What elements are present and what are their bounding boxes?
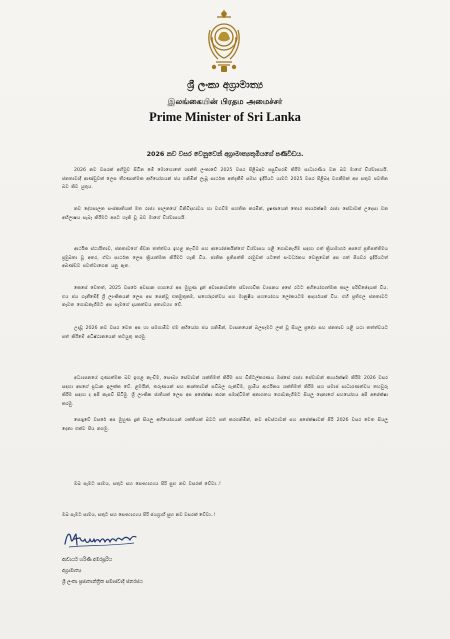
letter-paragraph: 2026 නව වසරක් අභිමුව සිටින මේ මොහොතේ ශාන්ති ලංකාවේ 2025 වසර පිළිබඳව පසුවිපරම් කිරීම සාධාරණීය වන බව මාගේ විශ්වාසයයි. ජනතාවාදී ආණ්ඩුවක් ලෙස තීරණාත්මක අභියෝගයන් ජය ගනිමින් ලැබූ සාර්ථක අත්දැකීම් සමඟ ඉදිරියට යාමට 2025 වසර පිළිබඳ වගකීමක් අප සතුව පවතින බව කිව යුතුය. [62, 168, 388, 191]
header-title-english: Prime Minister of Sri Lanka [149, 110, 301, 124]
letter-paragraph: කෙසේ වෙතත්, 2025 වසරේ අවසාන භාගයේ අප මුහුණ දුන් අවාසනාවන්ත ස්වාභාවික ව්‍යසනය අපේ රටට අභියෝගාත්මක කාල පරිච්ඡේදයක් විය. එය ජය ගැනීමේදී ශ්‍රී ලාංකිකයන් ලෙස අප පෙන්වූ එකමුතුකම, සහෝදරත්වය සහ මානුෂීය සහයෝගය ලෝකයටම ආදර්ශයක් විය. එහි ප්‍රතිඵල ජනතාවට නැවත ගොඩනැගීමට අප සැමගේ දායකත්වය අත්‍යවශ්‍ය වේ. [62, 286, 388, 309]
letter-closing: ඔබ සැමට සාමය, සතුට සහ සෞභාග්‍යය පිරි ජයග්‍රාහී සුභ නව වසරක් වේවා..! [62, 513, 216, 518]
letter-paragraph: පොදුවේ වසරේ අප මුහුණ දුන් සියලු අභියෝගයන් ශක්තියක් බවට පත් කරගනිමින්, නව අවස්ථාවන් සහ අපේක්ෂාවන් පිරි 2026 වසර වෙත සියලු දෙනා එක්ව පිය නගමු. [62, 418, 388, 432]
letter-subject: 2026 නව වසර වෙනුවෙන් අග්‍රාමාත්‍යතුමියගේ පණිවිඩය. [146, 150, 304, 158]
letter-paragraph: ආර්ථික ස්ථායිතාව, ජනතාවගේ ජීවන තත්ත්වය ඉහළ නැංවීම සහ ආයෝජකයින්ගේ විශ්වාසය යළි ගොඩනැගීම සඳහා ගත් ක්‍රියාමාර්ග අපගේ ප්‍රතිපත්තිමය ප්‍රමුඛතා වූ අතර, ඒවා සාර්ථක ලෙස ක්‍රියාත්මක කිරීමට හැකි විය. ජාතික ප්‍රතිපත්ති රාමුවක් යටතේ සංවර්ධනය වෙනුවෙන් අප ගත් පියවර ඉදිරියටත් අඛණ්ඩව පවත්වාගෙන යනු ඇත. [62, 247, 388, 270]
sri-lanka-emblem-icon [204, 8, 244, 74]
signatory-name: ආචාර්ය හරිණි අමරසූරිය [62, 558, 113, 563]
signatory-country: ශ්‍රී ලංකා ප්‍රජාතාන්ත්‍රික සමාජවාදී ජනරජය [62, 580, 143, 585]
letter-paragraph: නව දේශපාලන සංස්කෘතියක් මත රාජ්‍ය පාලනයේ විනිවිදභාවය හා වගවීම සහතික කරමින්, දූෂණයෙන් තොර කාර්යක්ෂම රාජ්‍ය සේවාවක් උදෙසා වන අභිලාෂය සැබෑ කිරීමට අපට හැකි වූ බව මාගේ විශ්වාසයයි. [62, 207, 388, 221]
header-title-tamil: இலங்கையின் பிரதம அமைச்சர் [167, 97, 283, 106]
letter-paragraph: අධ්‍යාපනයේ ගුණාත්මක බව ඉහළ නැංවීම, සෞඛ්‍ය සේවාවන් ශක්තිමත් කිරීම සහ ඩිජිටල්කරණය ඔස්සේ රාජ්‍ය සේවාවන් කාර්යක්ෂම කිරීම 2026 වසර සඳහා අපගේ ප්‍රධාන ඉලක්ක වේ. ළමයින්, තරුණයන් සහ කාන්තාවන් සවිබල ගැන්වීම, ග්‍රාමීය ආර්ථිකය ශක්තිමත් කිරීම සහ සමාජ සාධාරණත්වය තහවුරු කිරීම සඳහා ද අපි කැපවී සිටිමු. ශ්‍රී ලාංකික ජාතියක් ලෙස අප අපේක්ෂා කරන සමෘද්ධිමත් අනාගතය ගොඩනැගීමට සියලු දෙනාගේ සහයෝගය අපි අපේක්ෂා කරමු. [62, 376, 388, 408]
header-title-sinhala: ශ්‍රී ලංකා අග්‍රාමාත්‍ය [187, 80, 263, 91]
signatory-title: අග්‍රාමාත්‍ය [62, 569, 82, 574]
letter-paragraph: උදාවූ 2026 නව වසර වෙත අප හා සමගාමීව එම අභියෝග ජය ගනිමින්, ව්‍යසනයෙන් බලපෑමට ලක් වූ සියලු ප්‍රදේශ සහ ජනතාව යළි යථා තත්ත්වයට පත් කිරීමේ අධිෂ්ඨානයෙන් කටයුතු කරමු. [62, 326, 388, 340]
handwritten-signature [62, 527, 140, 551]
letter-paragraph: ඔබ සැමට සාමය, සතුට සහ සෞභාග්‍යය පිරි සුභ නව වසරක් වේවා..! [74, 482, 221, 487]
